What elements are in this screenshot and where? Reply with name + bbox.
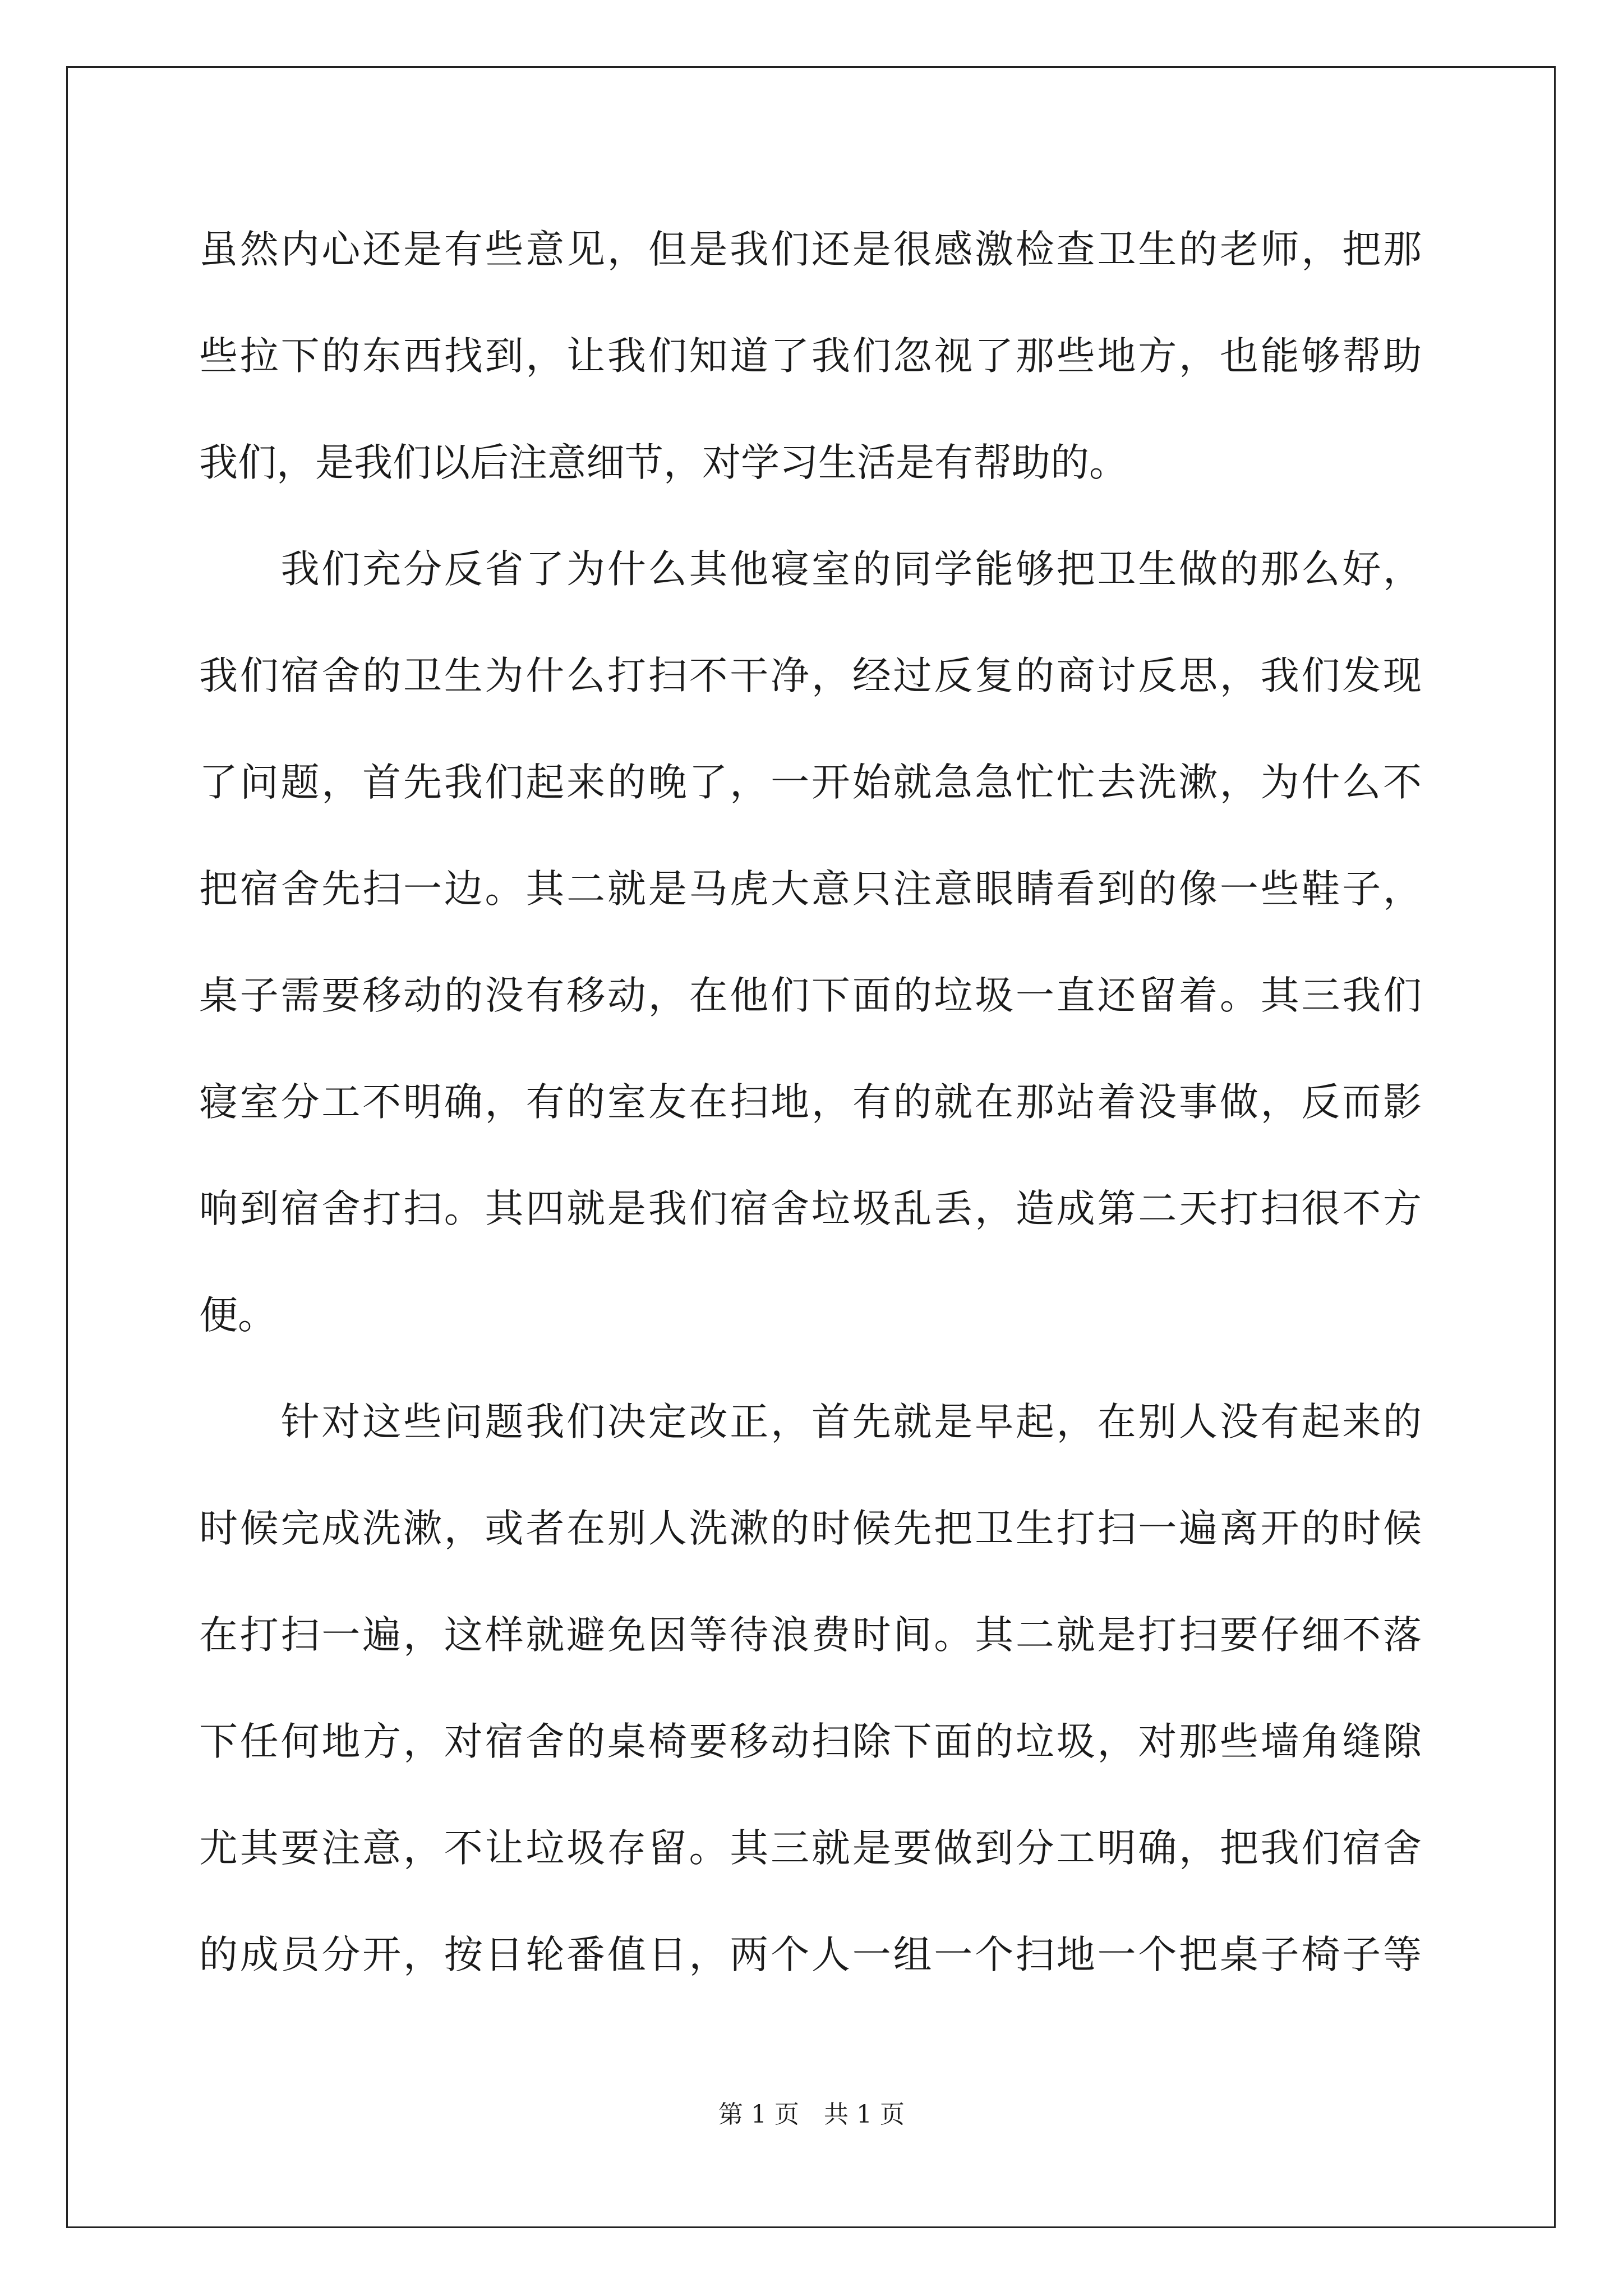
text-line: 些拉下的东西找到，让我们知道了我们忽视了那些地方，也能够帮助 (199, 334, 1422, 379)
text-line: 寝室分工不明确，有的室友在扫地，有的就在那站着没事做，反而影 (199, 1080, 1422, 1125)
text-line: 时候完成洗漱，或者在别人洗漱的时候先把卫生打扫一遍离开的时候 (199, 1506, 1422, 1551)
text-line: 下任何地方，对宿舍的桌椅要移动扫除下面的垃圾，对那些墙角缝隙 (199, 1719, 1422, 1764)
paragraph-1 (199, 208, 1422, 527)
text-line: 我们，是我们以后注意细节，对学习生活是有帮助的。 (199, 440, 1128, 485)
text-line: 便。 (199, 1293, 276, 1338)
text-line: 了问题，首先我们起来的晚了，一开始就急急忙忙去洗漱，为什么不 (199, 760, 1422, 805)
text-line: 的成员分开，按日轮番值日，两个人一组一个扫地一个把桌子椅子等 (199, 1932, 1422, 1977)
text-line: 我们充分反省了为什么其他寝室的同学能够把卫生做的那么好， (199, 547, 1422, 592)
paragraph-3 (199, 1380, 1422, 2019)
text-line: 在打扫一遍，这样就避免因等待浪费时间。其二就是打扫要仔细不落 (199, 1613, 1422, 1658)
page-number-footer: 第 1 页 共 1 页 (718, 2100, 905, 2129)
text-line: 响到宿舍打扫。其四就是我们宿舍垃圾乱丢，造成第二天打扫很不方 (199, 1186, 1422, 1231)
text-line: 把宿舍先扫一边。其二就是马虎大意只注意眼睛看到的像一些鞋子， (199, 867, 1422, 912)
text-line: 我们宿舍的卫生为什么打扫不干净，经过反复的商讨反思，我们发现 (199, 654, 1422, 698)
text-line: 针对这些问题我们决定改正，首先就是早起，在别人没有起来的 (199, 1400, 1422, 1444)
text-line: 尤其要注意，不让垃圾存留。其三就是要做到分工明确，把我们宿舍 (199, 1826, 1422, 1871)
text-line: 桌子需要移动的没有移动，在他们下面的垃圾一直还留着。其三我们 (199, 973, 1422, 1018)
document-body (199, 208, 1422, 2019)
text-line: 虽然内心还是有些意见，但是我们还是很感激检查卫生的老师，把那 (199, 227, 1422, 272)
paragraph-2 (199, 527, 1422, 1380)
